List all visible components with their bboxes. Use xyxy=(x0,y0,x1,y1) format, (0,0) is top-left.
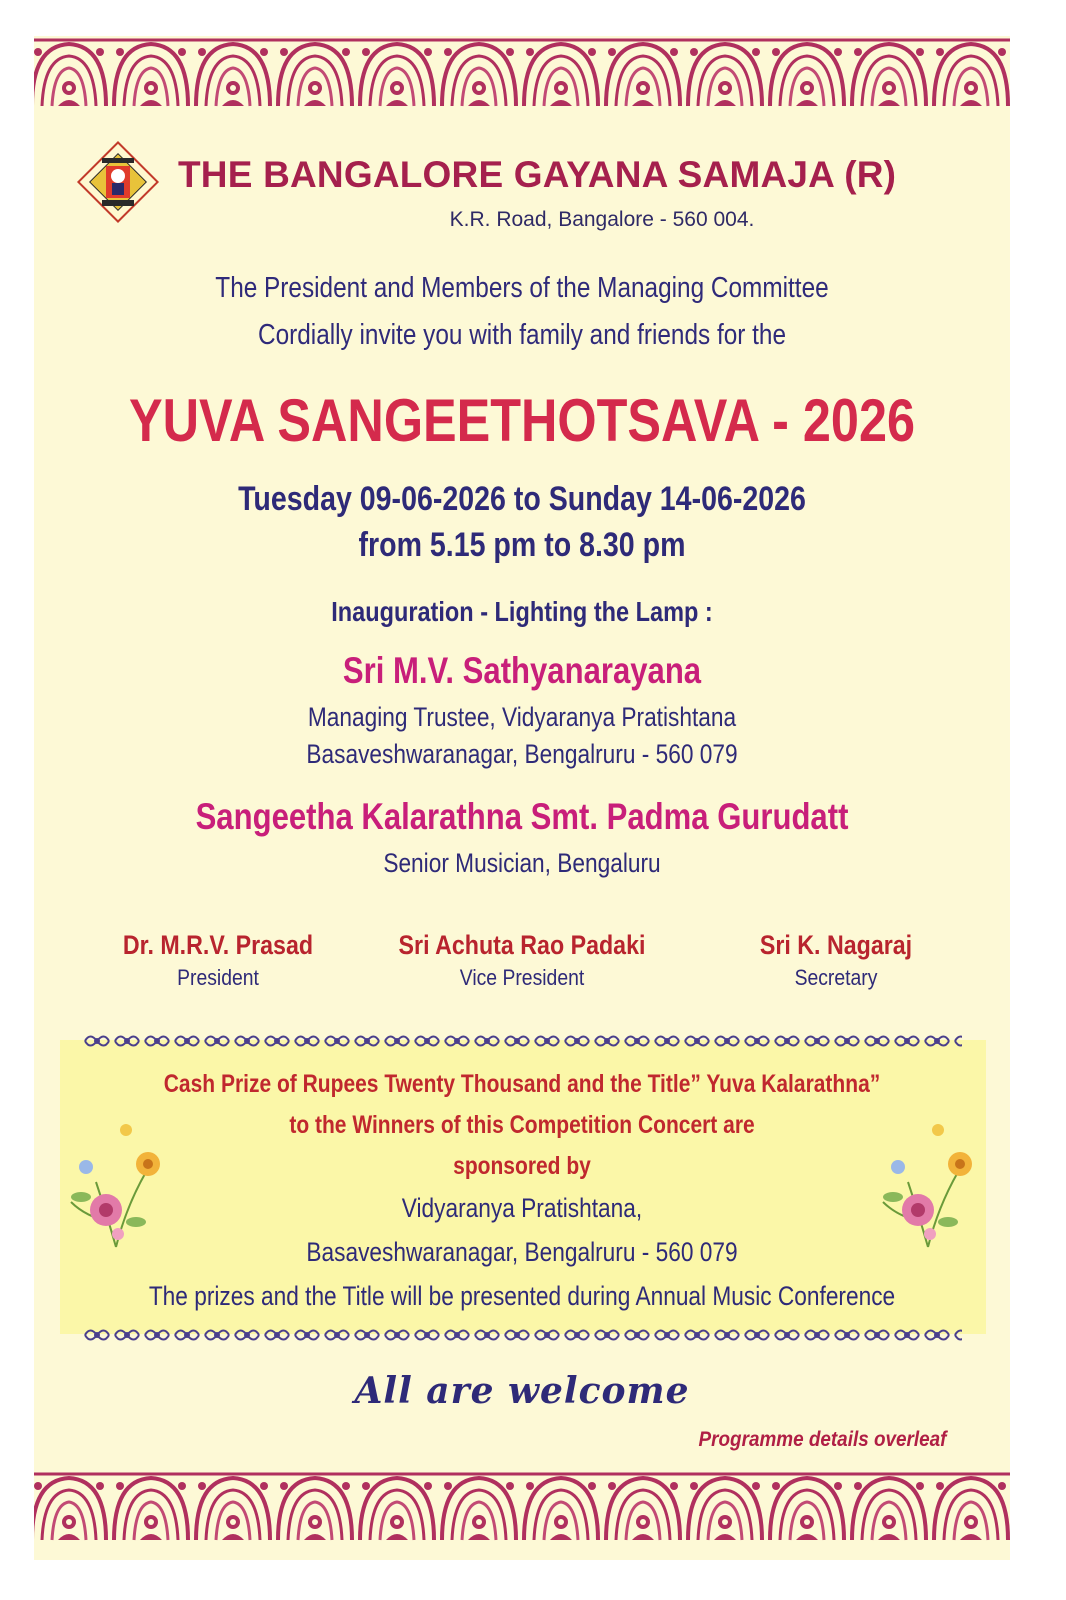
flower-bouquet-icon xyxy=(56,1122,176,1252)
guest-name-2: Sangeetha Kalarathna Smt. Padma Gurudatt xyxy=(195,796,849,837)
guest-name-1: Sri M.V. Sathyanarayana xyxy=(342,650,702,691)
invitation-line-2: Cordially invite you with family and friends for the xyxy=(257,319,787,351)
prize-line-3: sponsored by xyxy=(453,1152,591,1180)
guest-1-line-1: Managing Trustee, Vidyaranya Pratishtana xyxy=(307,702,737,732)
officer-president xyxy=(68,930,368,991)
event-dates: Tuesday 09-06-2026 to Sunday 14-06-2026 xyxy=(238,480,806,518)
scroll-ornament-row-bottom xyxy=(82,1324,962,1346)
officer-secretary xyxy=(686,930,986,991)
prize-note: The prizes and the Title will be presented during Annual Music Conference xyxy=(148,1281,896,1311)
bottom-ornamental-border xyxy=(34,1470,1010,1544)
organization-name: THE BANGALORE GAYANA SAMAJA (R) xyxy=(178,154,897,195)
sponsor-line-1: Vidyaranya Pratishtana, xyxy=(401,1193,643,1223)
scroll-ornament-row-top xyxy=(82,1030,962,1052)
officer-vice-president xyxy=(372,930,672,991)
invitation-card xyxy=(34,36,1010,1560)
officer-name: Sri K. Nagaraj xyxy=(759,930,913,960)
sponsor-line-2: Basaveshwaranagar, Bengalruru - 560 079 xyxy=(306,1237,738,1267)
officer-name: Dr. M.R.V. Prasad xyxy=(122,930,314,960)
event-time: from 5.15 pm to 8.30 pm xyxy=(358,526,686,564)
invitation-line-1: The President and Members of the Managing Committee xyxy=(215,272,829,304)
all-are-welcome: All are welcome xyxy=(354,1370,690,1412)
top-ornamental-border xyxy=(34,36,1010,110)
guest-2-line-1: Senior Musician, Bengaluru xyxy=(383,848,661,878)
prize-line-1: Cash Prize of Rupees Twenty Thousand and the Title” Yuva Kalarathna” xyxy=(163,1070,881,1098)
flower-bouquet-icon xyxy=(868,1122,988,1252)
officer-role: Secretary xyxy=(794,965,878,990)
officer-role: Vice President xyxy=(459,965,585,990)
officer-name: Sri Achuta Rao Padaki xyxy=(398,930,646,960)
prize-line-2: to the Winners of this Competition Concert are xyxy=(289,1111,755,1139)
officer-role: President xyxy=(177,965,259,990)
programme-details-overleaf: Programme details overleaf xyxy=(698,1428,946,1451)
inauguration-heading: Inauguration - Lighting the Lamp : xyxy=(331,596,713,627)
organization-address: K.R. Road, Bangalore - 560 004. xyxy=(449,208,755,231)
guest-1-line-2: Basaveshwaranagar, Bengalruru - 560 079 xyxy=(306,739,738,769)
event-title: YUVA SANGEETHOTSAVA - 2026 xyxy=(128,387,916,454)
